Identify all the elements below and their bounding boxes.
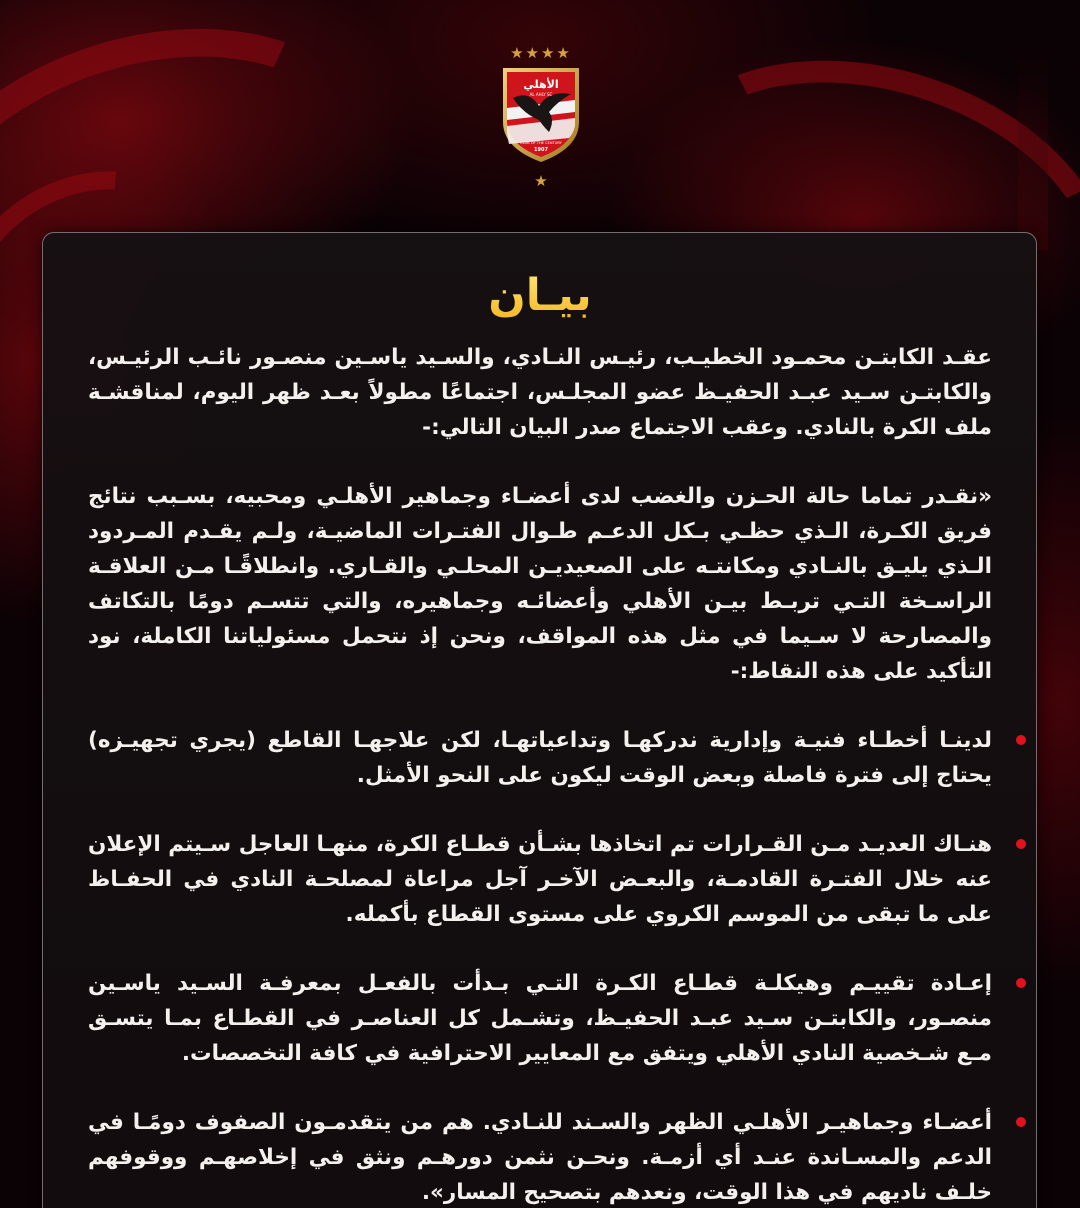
- bullet-dot-icon: [1016, 735, 1026, 745]
- crest-club-name: AL AHLY SC: [529, 92, 553, 97]
- statement-point-text: هنـاك العديـد مـن القـرارات تم اتخاذها بشـأن قطـاع الكرة، منهـا العاجل سـيتم الإعلان عنه خلال الفتـرة القادمـة، والبعـض الآخـر آجل مراعاة لمصلحـة النادي في الحفـاظ على ما تبقى من الموسم الكروي على مستوى القطاع بأكمله.: [88, 832, 992, 927]
- bullet-dot-icon: [1016, 839, 1026, 849]
- stars-icon: ★★★★: [510, 44, 572, 62]
- bullet-dot-icon: [1016, 1117, 1026, 1127]
- minaret-silhouette: [1018, 40, 1048, 250]
- bullet-dot-icon: [1016, 978, 1026, 988]
- statement-point: [88, 827, 992, 932]
- statement-content: [88, 340, 992, 1208]
- crest-motto: CLUB OF THE CENTURY: [520, 141, 562, 145]
- statement-intro: عقـد الكابتـن محمـود الخطيـب، رئيـس النـادي، والسـيد ياسـين منصـور نائـب الرئيـس، والكابتـن سـيد عبـد الحفيـظ عضو المجلـس، اجتماعًا مطولاً بعـد ظهر اليوم، لمناقشـة ملف الكرة بالنادي. وعقب الاجتماع صدر البيان التالي:-: [88, 345, 992, 440]
- statement-point-text: أعضـاء وجماهيـر الأهلـي الظهر والسـند للنـادي. هم من يتقدمـون الصفوف دومًـا في الدعم والمسـاندة عنـد أي أزمـة. ونحـن نثمن دورهـم ونثق في إخلاصهـم ووقوفهم خلـف ناديهم في هذا الوقت، ونعدهم بتصحيح المسار».: [88, 1110, 992, 1205]
- crest-arabic-text: الأهلي: [523, 78, 559, 91]
- crest-icon: [499, 64, 583, 164]
- statement-title: بيـان: [0, 268, 1080, 324]
- statement-body: «نقـدر تماما حالة الحـزن والغضب لدى أعضـاء وجماهير الأهلـي ومحبيه، بسـبب نتائج فريق الكـرة، الـذي حظـي بـكل الدعـم طـوال الفتـرات الماضيـة، ولـم يقـدم المـردود الـذي يليـق بالنـادي ومكانتـه على الصعيديـن المحلـي والقـاري. وانطلاقًـا مـن العلاقـة الراسـخة التـي تربـط بيـن الأهلي وأعضائـه وجماهيره، والتي تتسـم دومًا بالتكاتف والمصارحة لا سـيما في مثل هذه المواقف، ونحن إذ نتحمل مسئولياتنا الكاملة، نود التأكيد على هذه النقاط:-: [88, 484, 992, 684]
- statement-point-text: لدينـا أخطـاء فنيـة وإدارية ندركهـا وتداعياتهـا، لكن علاجهـا القاطع (يجري تجهيـزه) يحتاج إلى فترة فاصلة وبعض الوقت ليكون على النحو الأمثل.: [88, 728, 992, 788]
- statement-point-text: إعـادة تقييـم وهيكلـة قطـاع الكـرة التـي بـدأت بالفعـل بمعرفـة السـيد ياسـين منصـور، والكابتـن سـيد عبـد الحفيـظ، وتشـمل كل العناصـر في القطـاع بمـا يتسـق مـع شـخصية النادي الأهلي ويتفق مع المعايير الاحترافية في كافة التخصصات.: [88, 971, 992, 1066]
- crest-year: 1907: [534, 147, 548, 153]
- statement-point: [88, 966, 992, 1071]
- statement-point: [88, 723, 992, 793]
- star-icon: ★: [534, 172, 548, 190]
- statement-point: [88, 1105, 992, 1208]
- club-logo: [497, 44, 585, 194]
